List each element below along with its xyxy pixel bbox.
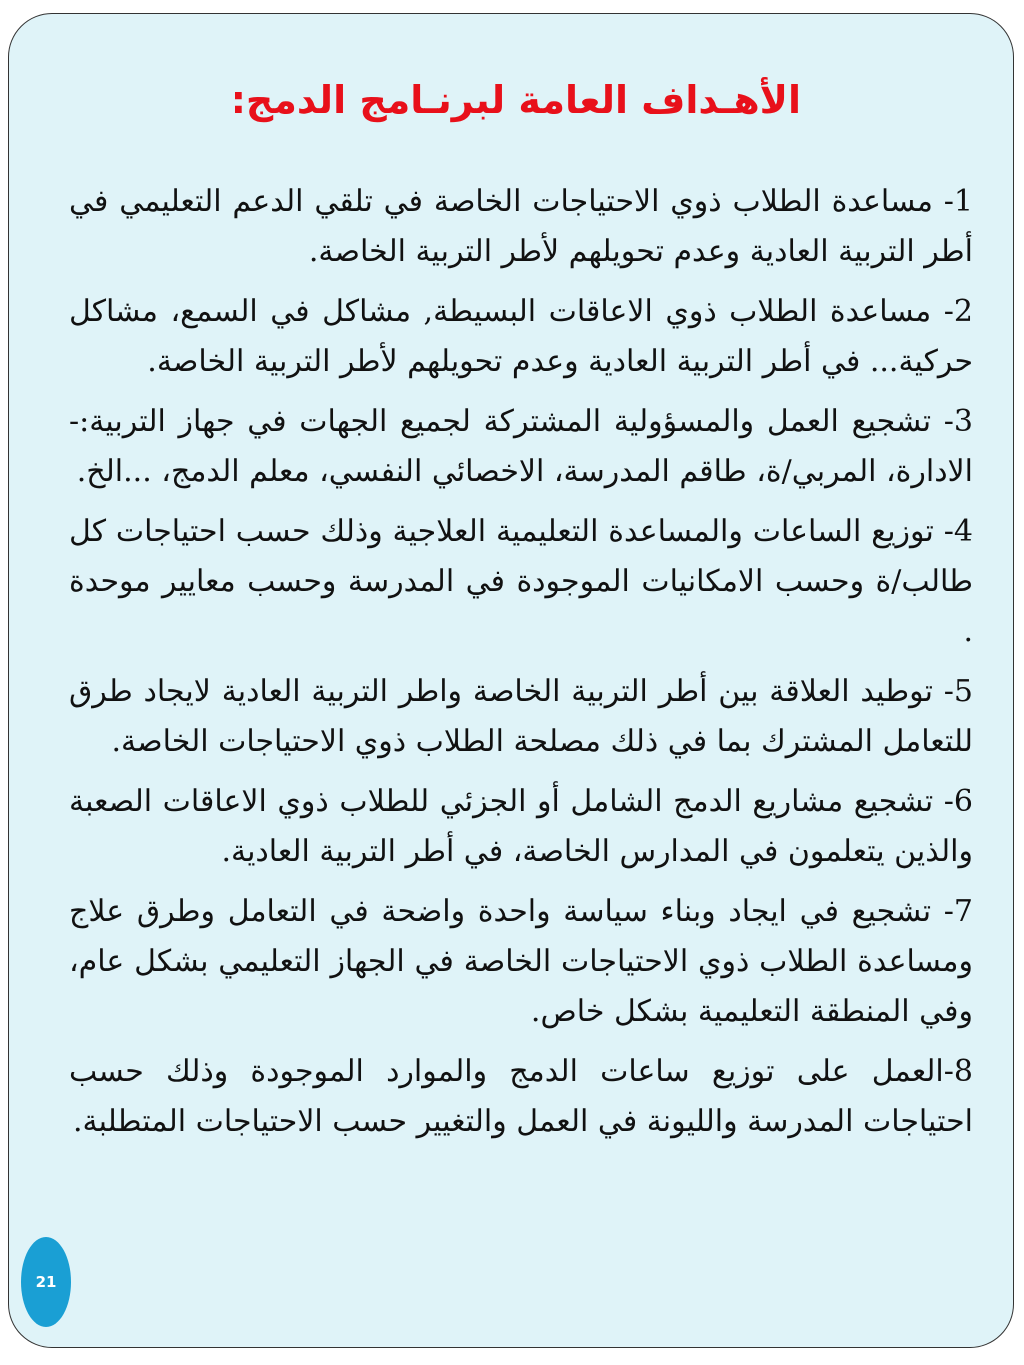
goals-list: [69, 177, 973, 1157]
page-number-badge: 21: [21, 1237, 71, 1327]
goal-item-1: 1- مساعدة الطلاب ذوي الاحتياجات الخاصة في تلقي الدعم التعليمي في أطر التربية العادية وعدم تحويلهم لأطر التربية الخاصة.: [69, 184, 973, 269]
slide: [8, 13, 1014, 1348]
goal-item-4: 4- توزيع الساعات والمساعدة التعليمية العلاجية وذلك حسب احتياجات كل طالب/ة وحسب الامكانيات الموجودة في المدرسة وحسب معايير موحدة .: [69, 514, 973, 649]
slide-title: الأهـداف العامة لبرنـامج الدمج:: [230, 78, 801, 122]
goal-item-2: 2- مساعدة الطلاب ذوي الاعاقات البسيطة, مشاكل في السمع، مشاكل حركية... في أطر التربية العادية وعدم تحويلهم لأطر التربية الخاصة.: [69, 294, 973, 379]
goal-item-3: 3- تشجيع العمل والمسؤولية المشتركة لجميع الجهات في جهاز التربية:- الادارة، المربي/ة، طاقم المدرسة، الاخصائي النفسي، معلم الدمج، ...الخ.: [69, 404, 973, 489]
goal-item-8: 8-العمل على توزيع ساعات الدمج والموارد الموجودة وذلك حسب احتياجات المدرسة والليونة في العمل والتغيير حسب الاحتياجات المتطلبة.: [69, 1054, 973, 1139]
goal-item-5: 5- توطيد العلاقة بين أطر التربية الخاصة واطر التربية العادية لايجاد طرق للتعامل المشترك بما في ذلك مصلحة الطلاب ذوي الاحتياجات الخاصة.: [69, 674, 973, 759]
goal-item-6: 6- تشجيع مشاريع الدمج الشامل أو الجزئي للطلاب ذوي الاعاقات الصعبة والذين يتعلمون في المدارس الخاصة، في أطر التربية العادية.: [69, 784, 973, 869]
goal-item-7: 7- تشجيع في ايجاد وبناء سياسة واحدة واضحة في التعامل وطرق علاج ومساعدة الطلاب ذوي الاحتياجات الخاصة في الجهاز التعليمي بشكل عام، وفي المنطقة التعليمية بشكل خاص.: [69, 894, 973, 1029]
